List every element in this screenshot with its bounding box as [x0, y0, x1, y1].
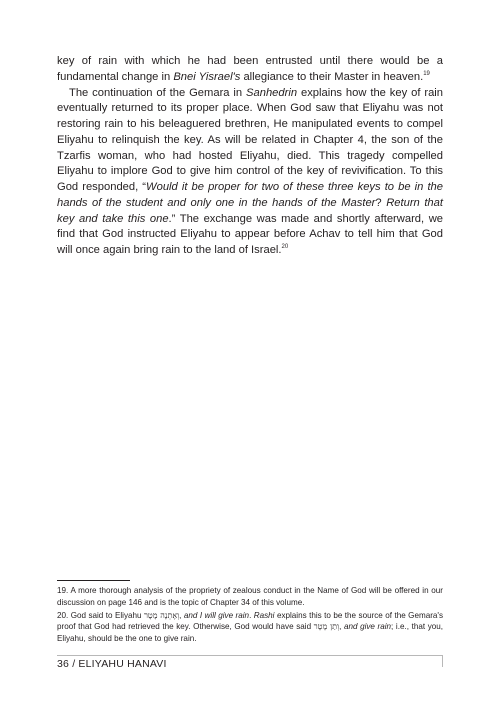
- p1-text-a: key of rain with which he had been entrusted until there would be a fundamental change in: [57, 55, 443, 83]
- footnotes: [57, 585, 443, 646]
- footnote-separator: [57, 580, 130, 581]
- p1-text-b: allegiance to their Master in heaven.: [240, 70, 424, 83]
- paragraph-2: [57, 86, 443, 259]
- running-footer: [57, 655, 443, 670]
- fn20-text-c: .: [249, 610, 254, 620]
- p2-text-a: The continuation of the Gemara in: [69, 86, 247, 99]
- fn20-text-e: ,: [339, 622, 344, 632]
- p2-text-c: ?: [375, 196, 387, 209]
- p2-italic-quote-b: Return that key and take this one: [57, 196, 443, 225]
- p2-italic-quote-a: Would it be proper for two of these three keys to be in the hands of the student and only one in the hands of the Master: [57, 181, 443, 209]
- footnote-19: 19. A more thorough analysis of the propriety of zealous conduct in the Name of God will be offered in our discussion on page 146 and is the topic of Chapter 34 of this volume.: [57, 586, 443, 607]
- fn20-hebrew-b: וְתַן מָטָר: [313, 622, 340, 632]
- p2-text-b: explains how the key of rain eventually returned to its proper place. When God saw that Eliyahu was not restoring rain to his beleaguered brethren, He manipulated events to compel Eliyahu to relinquish the key. As will be related in Chapter 4, the son of the Tzarfis woman, who had hosted Eliyahu, died. This tragedy compelled Eliyahu to implore God to give him control of the key of revivification. To this God responded, “: [57, 86, 444, 193]
- fn20-italic-b: and give rain: [343, 622, 392, 632]
- fn20-italic-a: and I will give rain: [183, 610, 250, 620]
- fn20-italic-rashi: Rashi: [253, 610, 275, 620]
- fn20-text-a: 20. God said to Eliyahu: [57, 610, 144, 620]
- paragraph-1: [57, 54, 443, 86]
- fn20-text-f: ; i.e., that you, Eliyahu, should be the one to give rain.: [57, 622, 443, 643]
- footnote-ref-19[interactable]: 19: [423, 70, 430, 77]
- fn20-text-b: ,: [179, 610, 184, 620]
- footnote-ref-20[interactable]: 20: [281, 243, 289, 250]
- page-number-and-title: 36 / ELIYAHU HANAVI: [57, 658, 167, 670]
- footer-end-tick: [442, 656, 443, 667]
- p2-italic-sanhedrin: Sanhedrin: [246, 86, 298, 99]
- fn20-hebrew-a: וְאֶתְנָה מָטָר: [143, 610, 180, 620]
- fn20-text-d: explains this to be the source of the Gemara's proof that God had retrieved the key. Otherwise, God would have said: [57, 610, 444, 632]
- footnote-20: [57, 610, 443, 645]
- p1-italic-bnei-yisrael: Bnei Yisrael's: [173, 70, 241, 83]
- main-text: [57, 54, 443, 259]
- p2-text-d: .” The exchange was made and shortly afterward, we find that God instructed Eliyahu to appear before Achav to tell him that God will once again bring rain to the land of Israel.: [57, 212, 443, 256]
